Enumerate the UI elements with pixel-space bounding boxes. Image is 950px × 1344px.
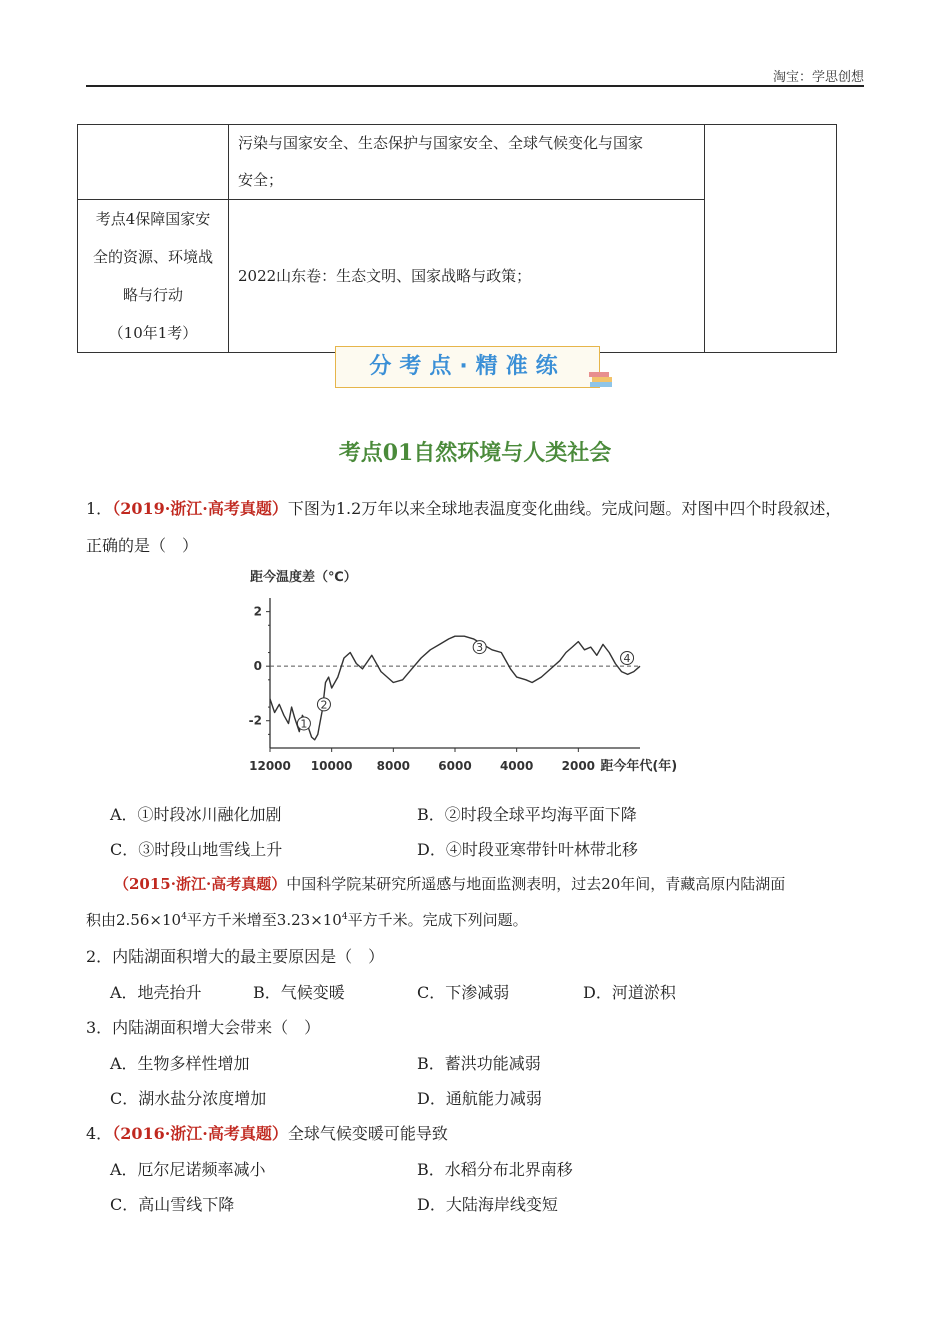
q4-number: 4．: [86, 1124, 113, 1143]
temperature-chart: [240, 563, 710, 778]
y-tick-label: -2: [248, 713, 262, 728]
topic-line: 考点4保障国家安: [95, 210, 211, 228]
q2-option-c[interactable]: C．下渗减弱: [417, 983, 510, 1002]
q1-number: 1．: [86, 499, 113, 518]
exponent: 4: [181, 912, 187, 922]
q4-option-b[interactable]: B．水稻分布北界南移: [417, 1160, 573, 1179]
x-tick-label: 10000: [310, 759, 353, 773]
table-row: [78, 125, 837, 200]
q2-option-a[interactable]: A．地壳抬升: [110, 983, 202, 1002]
content-line: 污染与国家安全、生态保护与国家安全、全球气候变化与国家: [238, 134, 644, 152]
q2-option-b[interactable]: B．气候变暖: [253, 983, 345, 1002]
area-text: 积由2.56×10: [86, 911, 182, 929]
y-axis-label: 距今温度差（℃）: [250, 570, 357, 585]
area-text: 平方千米增至3.23×10: [186, 911, 342, 929]
q3-option-d[interactable]: D．通航能力减弱: [417, 1089, 542, 1108]
q4-stem: [86, 1121, 448, 1144]
exponent: 4: [341, 912, 348, 922]
period-marker-label: 2: [320, 698, 328, 712]
content-line: 安全；: [238, 171, 284, 189]
section-title: 考点01自然环境与人类社会: [338, 440, 612, 466]
header-rule: [86, 85, 864, 87]
area-text: 平方千米。完成下列问题。: [347, 911, 528, 929]
x-tick-label: 2000: [561, 759, 596, 773]
topic-line: 略与行动: [122, 286, 183, 304]
q2-intro-line1: [114, 873, 785, 894]
q2-intro-text: 中国科学院某研究所遥感与地面监测表明，过去20年间，青藏高原内陆湖面: [286, 875, 786, 893]
books-icon: [588, 370, 616, 390]
q3-stem: 3．内陆湖面积增大会带来（ ）: [86, 1018, 321, 1037]
q2-stem: 2．内陆湖面积增大的最主要原因是（ ）: [86, 947, 385, 966]
empty-cell: [705, 125, 837, 353]
topic-line: 全的资源、环境战: [92, 248, 213, 266]
q2-option-d[interactable]: D．河道淤积: [583, 983, 676, 1002]
q4-source: （2016·浙江·高考真题）: [112, 1124, 288, 1143]
topic-line: （10年1考）: [108, 324, 198, 342]
q1-option-b[interactable]: B．②时段全球平均海平面下降: [417, 805, 637, 824]
temperature-curve: [270, 636, 640, 740]
q4-option-c[interactable]: C．高山雪线下降: [110, 1195, 235, 1214]
q1-option-d[interactable]: D．④时段亚寒带针叶林带北移: [417, 840, 638, 859]
q4-option-d[interactable]: D．大陆海岸线变短: [417, 1195, 558, 1214]
q2-source: （2015·浙江·高考真题）: [114, 875, 287, 893]
content-cell: [229, 125, 705, 200]
x-tick-label: 12000: [249, 759, 291, 773]
header-shop-text: 淘宝：学思创想: [772, 70, 864, 85]
y-tick-label: 0: [253, 659, 262, 674]
y-tick-label: 2: [253, 604, 262, 619]
q4-option-a[interactable]: A．厄尔尼诺频率减小: [110, 1160, 266, 1179]
exam-overview-table: [77, 124, 837, 353]
q3-option-a[interactable]: A．生物多样性增加: [110, 1054, 250, 1073]
period-marker-label: 4: [623, 652, 631, 665]
topic-cell: [78, 200, 229, 353]
q2-intro-line2: [86, 909, 528, 930]
period-marker-label: 1: [300, 717, 308, 731]
q3-option-b[interactable]: B．蓄洪功能减弱: [417, 1054, 541, 1073]
topic-cell: [78, 125, 229, 200]
q1-option-a[interactable]: A．①时段冰川融化加剧: [110, 805, 282, 824]
section-banner: 分考点·精准练: [335, 346, 600, 388]
q1-source: （2019·浙江·高考真题）: [112, 499, 288, 518]
content-cell: 2022山东卷：生态文明、国家战略与政策；: [229, 200, 705, 353]
period-marker-label: 3: [476, 641, 484, 655]
q1-stem: [86, 496, 841, 519]
q1-option-c[interactable]: C．③时段山地雪线上升: [110, 840, 283, 859]
x-axis-label: 距今年代(年): [600, 759, 678, 774]
q1-text: 下图为1.2万年以来全球地表温度变化曲线。完成问题。对图中四个时段叙述，: [287, 499, 842, 518]
q3-option-c[interactable]: C．湖水盐分浓度增加: [110, 1089, 267, 1108]
q4-text: 全球气候变暖可能导致: [287, 1124, 448, 1143]
x-tick-label: 8000: [376, 759, 411, 773]
x-tick-label: 4000: [499, 759, 534, 773]
q1-stem-cont: 正确的是（ ）: [86, 536, 199, 555]
x-tick-label: 6000: [438, 759, 472, 773]
